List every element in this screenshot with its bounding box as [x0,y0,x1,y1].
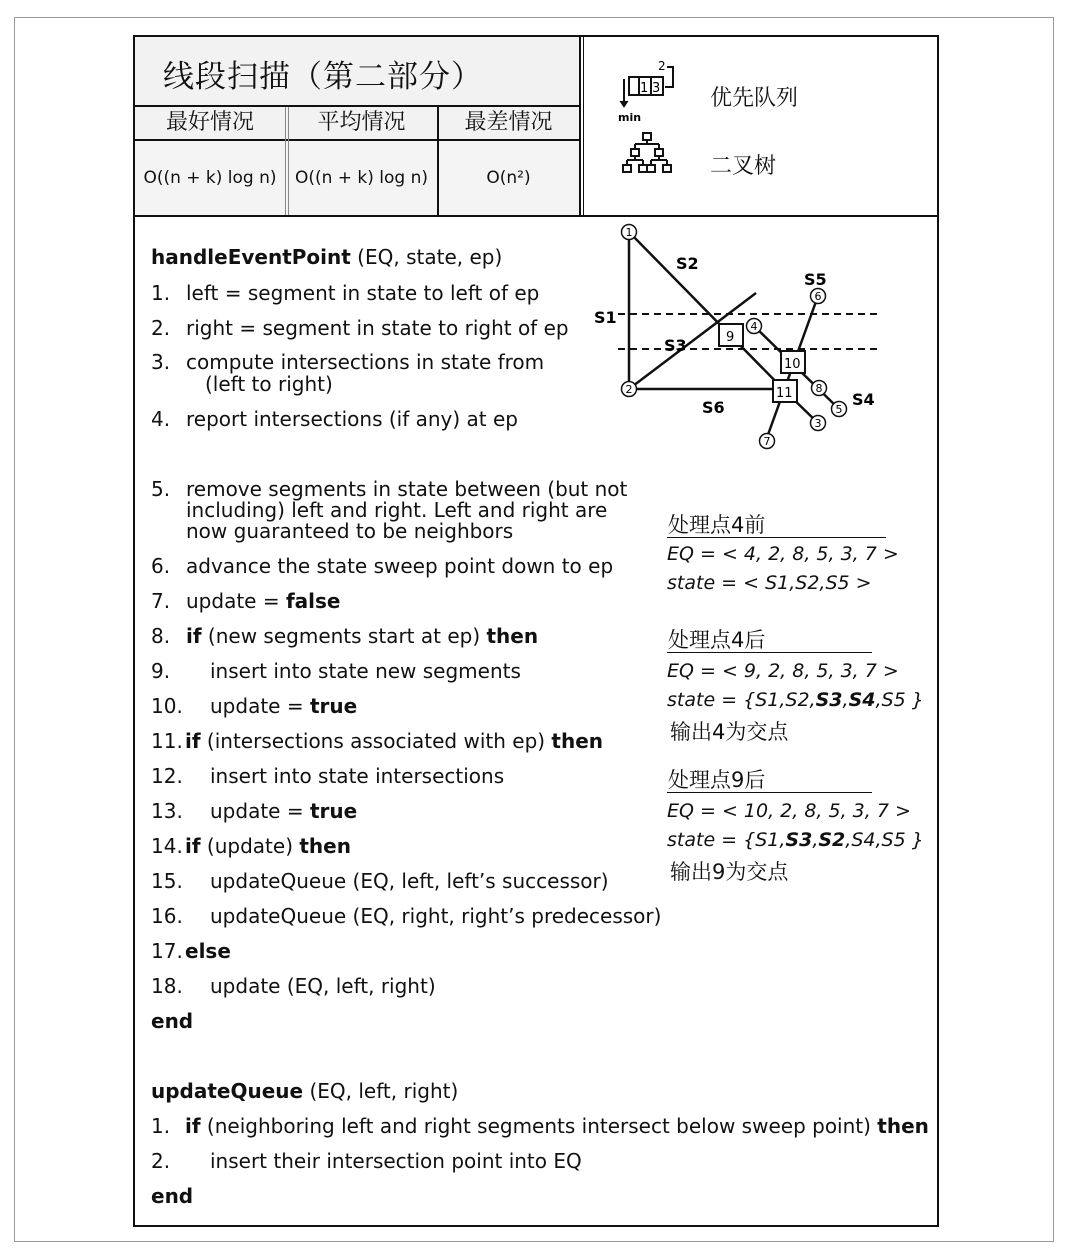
heading-rule [667,537,886,538]
box-label-11: 11 [776,386,793,401]
state-swapped-segment: S2 [818,829,846,851]
line-number: 3. [151,350,171,374]
line-text: update (EQ, left, right) [210,974,436,998]
state-text: , [812,829,819,851]
state-text: ,S4,S5 } [845,829,924,851]
line-number: 9. [151,659,171,683]
sweep-line-diagram [590,217,890,457]
line-text: updateQueue (EQ, right, right’s predecessor) [210,904,662,928]
segment-label-s3: S3 [664,336,687,355]
before-point-4-heading: 处理点4前 [668,513,766,537]
keyword: then [299,834,351,858]
line-text: (left to right) [205,372,333,396]
algorithm-card [133,35,939,1227]
line-text: including) left and right. Left and right are [186,498,608,522]
binary-tree-label: 二叉树 [710,154,777,179]
handle-event-point-signature [151,245,502,269]
heading-rule [667,792,872,793]
keyword: if [185,1114,201,1138]
after-point-4-state [667,689,924,711]
line-number: 2. [151,1149,171,1173]
point-label-1: 1 [625,226,633,239]
line-number: 7. [151,589,171,613]
line-text: remove segments in state between (but not [186,477,628,501]
table-divider [288,107,289,215]
keyword: false [285,589,341,613]
line-text: now guaranteed to be neighbors [186,519,514,543]
average-case-header: 平均情况 [286,107,437,141]
keyword: else [185,939,231,963]
queue-cell [629,77,639,95]
worst-case-header: 最差情况 [438,107,579,141]
code-line [151,1009,193,1033]
point-label-6: 6 [814,290,822,303]
queue-min-label: min [618,111,642,124]
table-divider [285,107,286,215]
line-number: 4. [151,407,171,431]
keyword: true [309,694,358,718]
segment-s2 [629,232,787,393]
update-queue-signature [151,1079,458,1103]
keyword: if [186,624,202,648]
average-case-value: O((n + k) log n) [286,141,437,215]
line-number: 14. [151,834,183,858]
state-swapped-segment: S3 [785,829,813,851]
line-number: 15. [151,869,183,893]
keyword: if [185,834,201,858]
state-text: , [842,689,849,711]
line-text: update = [210,694,310,718]
end-keyword: end [151,1184,194,1208]
queue-num-1: 1 [640,81,649,96]
line-text: compute intersections in state from [186,350,545,374]
line-number: 5. [151,477,171,501]
keyword: then [877,1114,929,1138]
best-case-header: 最好情况 [135,107,285,141]
title-box [135,37,579,107]
state-text: ,S5 } [875,689,924,711]
line-number: 12. [151,764,183,788]
queue-num-3: 3 [652,81,661,96]
end-keyword: end [151,1009,194,1033]
segment-label-s1: S1 [594,308,617,327]
table-divider [437,107,439,215]
priority-queue-icon [615,57,685,127]
line-number: 1. [151,281,171,305]
priority-queue-label: 优先队列 [710,86,799,111]
complexity-table [135,107,579,215]
segment-label-s4: S4 [852,390,875,409]
box-label-10: 10 [784,357,801,372]
line-text: (update) [200,834,300,858]
line-text: update = [186,589,286,613]
line-text: report intersections (if any) at ep [186,407,518,431]
line-number: 16. [151,904,183,928]
state-text: state = {S1, [667,829,786,851]
queue-out-arrowhead [620,101,628,107]
best-case-value: O((n + k) log n) [135,141,285,215]
output-point-9: 输出9为交点 [670,860,789,884]
before-point-4-state: state = < S1,S2,S5 > [667,572,872,594]
line-text: insert their intersection point into EQ [210,1149,582,1173]
queue-num-2: 2 [658,59,666,73]
line-number: 8. [151,624,171,648]
line-text: (intersections associated with ep) [200,729,552,753]
header-divider [583,37,584,215]
after-point-4-heading: 处理点4后 [668,628,766,652]
line-text: insert into state intersections [210,764,505,788]
point-label-7: 7 [763,435,771,448]
queue-in-arrow [665,67,673,87]
after-point-4-eq: EQ = < 9, 2, 8, 5, 3, 7 > [667,660,899,682]
line-text: right = segment in state to right of ep [186,316,569,340]
before-point-4-eq: EQ = < 4, 2, 8, 5, 3, 7 > [667,543,899,565]
function-args: (EQ, left, right) [303,1079,459,1103]
output-point-4: 输出4为交点 [670,720,789,744]
keyword: then [486,624,539,648]
after-point-9-eq: EQ = < 10, 2, 8, 5, 3, 7 > [667,800,911,822]
heading-rule [667,652,872,653]
point-label-5: 5 [835,403,843,416]
card-header [135,37,937,217]
line-number: 6. [151,554,171,578]
segment-label-s5: S5 [804,270,827,289]
state-new-segment: S4 [848,689,876,711]
segment-label-s6: S6 [702,398,725,417]
line-text: updateQueue (EQ, left, left’s successor) [210,869,609,893]
function-args: (EQ, state, ep) [350,245,503,269]
line-text: advance the state sweep point down to ep [186,554,614,578]
keyword: if [185,729,201,753]
point-label-3: 3 [814,417,822,430]
point-label-4: 4 [750,320,758,333]
function-name: handleEventPoint [151,245,351,269]
point-label-8: 8 [815,382,823,395]
state-new-segment: S3 [815,689,843,711]
line-number: 11. [151,729,183,753]
worst-case-value: O(n²) [438,141,579,215]
line-number: 1. [151,1114,171,1138]
page-title: 线段扫描（第二部分） [163,59,483,95]
line-text: update = [210,799,310,823]
after-point-9-state [667,829,924,851]
binary-tree-icon [619,131,679,183]
segment-label-s2: S2 [676,254,699,273]
line-number: 10. [151,694,183,718]
line-number: 17. [151,939,183,963]
function-name: updateQueue [151,1079,304,1103]
after-point-9-heading: 处理点9后 [668,768,766,792]
keyword: true [309,799,358,823]
line-text: insert into state new segments [210,659,521,683]
line-number: 2. [151,316,171,340]
line-text: (neighboring left and right segments intersect below sweep point) [200,1114,878,1138]
header-divider [579,37,581,215]
line-text: left = segment in state to left of ep [186,281,540,305]
line-number: 13. [151,799,183,823]
code-line [151,1184,193,1208]
keyword: then [551,729,604,753]
point-label-2: 2 [625,383,633,396]
line-text: (new segments start at ep) [201,624,487,648]
box-label-9: 9 [726,330,735,345]
state-text: state = {S1,S2, [667,689,816,711]
line-number: 18. [151,974,183,998]
